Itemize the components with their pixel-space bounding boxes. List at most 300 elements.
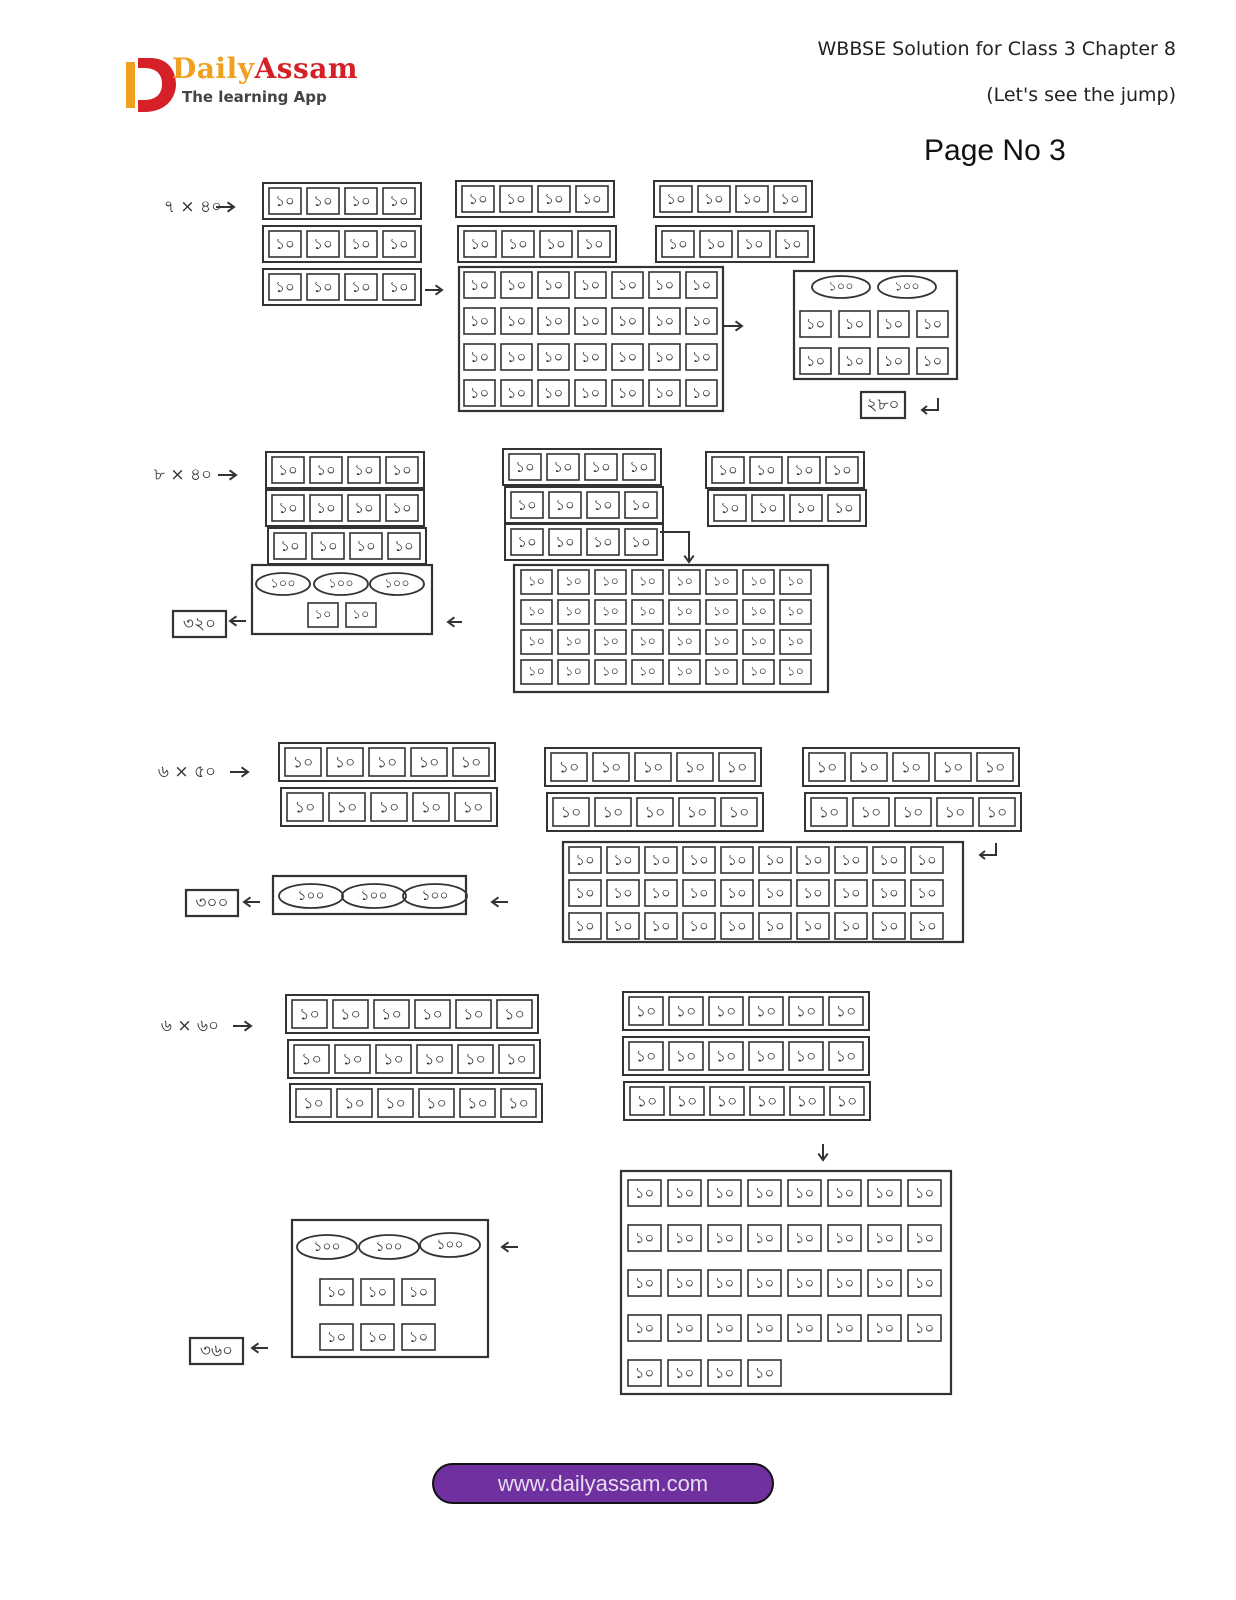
ten-cell-label: ১০ (575, 917, 595, 935)
ten-cell-label: ১০ (543, 276, 564, 294)
ten-cell-label: ১০ (506, 276, 527, 294)
ten-cell (558, 570, 589, 594)
ten-cell-label: ১০ (553, 458, 573, 476)
ten-cell-label: ১০ (546, 235, 566, 253)
ten-cell (851, 753, 887, 781)
ten-cell (790, 1087, 824, 1115)
ten-cell-label: ১০ (506, 1049, 527, 1069)
ten-cell (780, 630, 811, 654)
ten-cell-label: ১০ (676, 604, 693, 620)
ten-cell (329, 793, 365, 821)
ten-cell (868, 1180, 901, 1206)
ten-cell-label: ১০ (644, 802, 666, 822)
ten-cell (595, 798, 631, 826)
ten-cell-label: ১০ (841, 884, 861, 902)
ten-cell-label: ১০ (303, 1093, 324, 1113)
ten-cell (749, 1042, 783, 1070)
ten-cell-label: ১০ (316, 461, 336, 479)
ten-cell-label: ১০ (506, 190, 526, 208)
ten-cell (645, 880, 677, 906)
ten-cell (497, 1000, 532, 1028)
ten-cell-label: ১০ (900, 757, 922, 777)
ten-cell (686, 380, 717, 406)
answer-value: ৩২০ (182, 614, 217, 634)
ten-cell (698, 186, 730, 212)
ten-cell (345, 274, 377, 300)
ten-cell (911, 847, 943, 873)
ten-cell (540, 231, 572, 257)
ten-cell-label: ১০ (278, 499, 298, 517)
ten-cell-label: ১০ (676, 634, 693, 650)
ten-cell-label: ১০ (543, 312, 564, 330)
ten-cell-label: ১০ (378, 797, 400, 817)
ten-cell-label: ১০ (675, 1001, 697, 1021)
ten-cell-label: ১০ (917, 917, 937, 935)
ten-cell-label: ১০ (560, 802, 582, 822)
ten-cell (911, 880, 943, 906)
ten-cell (721, 913, 753, 939)
ten-cell (521, 600, 552, 624)
ten-cell-label: ১০ (796, 1091, 818, 1111)
ten-cell (575, 380, 606, 406)
hundred-oval (359, 1235, 419, 1259)
page-number: Page No 3 (924, 134, 1066, 167)
ten-cell (908, 1270, 941, 1296)
ten-cell (721, 798, 757, 826)
ten-cell-label: ১০ (805, 315, 826, 333)
ten-cell-label: ১০ (469, 276, 490, 294)
ten-cell (828, 1315, 861, 1341)
ten-cell-label: ১০ (469, 384, 490, 402)
ten-cell-label: ১০ (639, 574, 656, 590)
ten-cell-label: ১০ (803, 851, 823, 869)
ten-cell (632, 600, 663, 624)
ten-cell-label: ১০ (676, 1091, 698, 1111)
ten-cell (607, 913, 639, 939)
ten-cell (558, 630, 589, 654)
ten-cell (383, 274, 415, 300)
ten-cell (790, 495, 822, 521)
ten-cell-label: ১০ (275, 192, 295, 210)
ten-cell-label: ১০ (316, 499, 336, 517)
ten-cell (327, 748, 363, 776)
ten-cell (386, 495, 418, 521)
ten-cell-label: ১০ (280, 537, 300, 555)
ten-cell (402, 1279, 435, 1305)
ten-cell-label: ১০ (617, 312, 638, 330)
ten-cell-label: ১০ (684, 757, 706, 777)
ten-cell (625, 492, 657, 518)
ten-cell-label: ১০ (765, 851, 785, 869)
ten-cell (645, 913, 677, 939)
ten-cell-label: ১০ (385, 1093, 406, 1113)
ten-cell-label: ১০ (914, 1274, 935, 1292)
ten-cell (635, 753, 671, 781)
ten-cell (979, 798, 1015, 826)
problem-expression: ৮ × ৪০ (153, 465, 213, 485)
ten-cell (499, 1045, 534, 1073)
website-link[interactable]: www.dailyassam.com (432, 1463, 774, 1504)
ten-cell-label: ১০ (834, 1274, 855, 1292)
ten-cell (780, 570, 811, 594)
ten-cell (645, 847, 677, 873)
ten-cell-label: ১০ (750, 604, 767, 620)
ten-cell (706, 660, 737, 684)
ten-cell-label: ১০ (506, 384, 527, 402)
ten-cell-label: ১০ (344, 1093, 365, 1113)
ten-cell-label: ১০ (714, 1274, 735, 1292)
problem-expression: ৭ × ৪০ (163, 197, 223, 217)
ten-cell (835, 847, 867, 873)
group-box (514, 565, 828, 692)
ten-cell-label: ১০ (715, 1046, 737, 1066)
ten-cell (348, 457, 380, 483)
ten-cell (607, 847, 639, 873)
ten-cell (743, 630, 774, 654)
ten-cell-label: ১০ (504, 1004, 525, 1024)
ten-cell (628, 1225, 661, 1251)
ten-cell (629, 997, 663, 1025)
ten-cell (835, 880, 867, 906)
ten-cell (569, 913, 601, 939)
document-title: WBBSE Solution for Class 3 Chapter 8 (817, 38, 1176, 60)
ten-cell (308, 603, 338, 627)
ten-cell-label: ১০ (326, 1328, 347, 1346)
ten-cell (750, 457, 782, 483)
ten-cell (743, 660, 774, 684)
ten-cell (660, 186, 692, 212)
ten-cell (558, 600, 589, 624)
ten-cell (893, 753, 929, 781)
ten-cell-label: ১০ (634, 1319, 655, 1337)
ten-cell-label: ১০ (794, 1319, 815, 1337)
ten-cell-label: ১০ (602, 634, 619, 650)
ten-cell-label: ১০ (794, 461, 814, 479)
ten-cell-label: ১০ (874, 1229, 895, 1247)
ten-cell-label: ১০ (342, 1049, 363, 1069)
ten-cell (668, 1225, 701, 1251)
ten-cell-label: ১০ (714, 1184, 735, 1202)
ten-cell-label: ১০ (318, 537, 338, 555)
ten-cell-label: ১০ (986, 802, 1008, 822)
ten-cell (789, 997, 823, 1025)
ten-cell (521, 570, 552, 594)
ten-cell (829, 997, 863, 1025)
ten-cell-label: ১০ (558, 757, 580, 777)
ten-cell (669, 630, 700, 654)
ten-cell (388, 533, 420, 559)
ten-cell-label: ১০ (465, 1049, 486, 1069)
ten-cell (748, 1315, 781, 1341)
ten-cell-label: ১০ (301, 1049, 322, 1069)
ten-cell-label: ১০ (463, 1004, 484, 1024)
ten-cell-label: ১০ (755, 1001, 777, 1021)
ten-cell-label: ১০ (367, 1328, 388, 1346)
ten-cell (595, 630, 626, 654)
ten-cell-label: ১০ (580, 348, 601, 366)
ten-cell-label: ১০ (834, 1184, 855, 1202)
ten-cell (272, 457, 304, 483)
ten-cell-label: ১০ (668, 235, 688, 253)
ten-cell-label: ১০ (691, 384, 712, 402)
ten-cell (547, 454, 579, 480)
ten-cell-label: ১০ (543, 348, 564, 366)
answer-value: ৩০০ (195, 893, 229, 913)
logo-d-mark (126, 56, 178, 112)
ten-cell-label: ১০ (351, 192, 371, 210)
ten-cell (721, 847, 753, 873)
ten-cell (386, 457, 418, 483)
ten-cell-label: ১০ (704, 190, 724, 208)
ten-cell (361, 1279, 394, 1305)
scanned-worksheet (146, 170, 1026, 1410)
ten-cell-label: ১০ (922, 315, 943, 333)
ten-cell-label: ১০ (674, 1274, 695, 1292)
ten-cell (868, 1315, 901, 1341)
ten-cell-label: ১০ (744, 235, 764, 253)
ten-cell (712, 457, 744, 483)
ten-cell-label: ১০ (874, 1274, 895, 1292)
ten-cell (776, 231, 808, 257)
ten-cell (788, 1315, 821, 1341)
ten-cell (307, 231, 339, 257)
ten-cell-label: ১০ (836, 1091, 858, 1111)
ten-cell-label: ১০ (313, 192, 333, 210)
hundred-oval-label: ১০০ (828, 279, 854, 295)
ten-cell (708, 1360, 741, 1386)
ten-cell (669, 660, 700, 684)
ten-cell (612, 308, 643, 334)
ten-cell (873, 913, 905, 939)
ten-cell (500, 186, 532, 212)
ten-cell-label: ১০ (858, 757, 880, 777)
ten-cell-label: ১০ (565, 574, 582, 590)
ten-cell (714, 495, 746, 521)
ten-cell-label: ১০ (914, 1184, 935, 1202)
ten-cell (460, 1089, 495, 1117)
ten-cell (296, 1089, 331, 1117)
ten-cell (839, 348, 870, 374)
ten-cell (558, 660, 589, 684)
ten-cell (708, 1180, 741, 1206)
ten-cell (501, 272, 532, 298)
ten-cell-label: ১০ (408, 1283, 429, 1301)
ten-cell (668, 1180, 701, 1206)
hundred-oval (370, 573, 424, 595)
ten-cell-label: ১০ (351, 278, 371, 296)
ten-cell-label: ১০ (860, 802, 882, 822)
ten-cell (873, 847, 905, 873)
ten-cell-label: ১০ (818, 802, 840, 822)
ten-cell-label: ১০ (879, 884, 899, 902)
ten-cell (917, 348, 948, 374)
ten-cell-label: ১০ (654, 384, 675, 402)
ten-cell (455, 793, 491, 821)
ten-cell (632, 570, 663, 594)
ten-cell-label: ১০ (654, 276, 675, 294)
ten-cell-label: ১০ (713, 574, 730, 590)
ten-cell-label: ১০ (874, 1319, 895, 1337)
ten-cell (462, 186, 494, 212)
ten-cell-label: ১০ (602, 664, 619, 680)
ten-cell-label: ১০ (528, 664, 545, 680)
ten-cell (683, 880, 715, 906)
ten-cell (335, 1045, 370, 1073)
ten-cell (502, 231, 534, 257)
ten-cell (797, 913, 829, 939)
ten-cell-label: ১০ (816, 757, 838, 777)
ten-cell-label: ১০ (352, 607, 370, 623)
ten-cell (632, 630, 663, 654)
hundred-oval-label: ১০০ (297, 888, 325, 904)
ten-cell-label: ১০ (275, 278, 295, 296)
ten-cell-label: ১০ (631, 533, 651, 551)
ten-cell-label: ১০ (756, 1091, 778, 1111)
ten-cell (750, 1087, 784, 1115)
ten-cell (743, 570, 774, 594)
ten-cell (669, 997, 703, 1025)
ten-cell (632, 660, 663, 684)
ten-cell-label: ১০ (714, 1229, 735, 1247)
ten-cell (668, 1315, 701, 1341)
ten-cell (630, 1087, 664, 1115)
ten-cell (752, 495, 784, 521)
ten-cell (743, 600, 774, 624)
ten-cell-label: ১০ (334, 752, 356, 772)
ten-cell-label: ১০ (506, 348, 527, 366)
ten-cell-label: ১০ (602, 574, 619, 590)
hundred-oval (878, 276, 936, 298)
ten-cell (759, 880, 791, 906)
ten-cell (345, 231, 377, 257)
ten-cell-label: ১০ (754, 1274, 775, 1292)
ten-cell (911, 913, 943, 939)
ten-cell-label: ১০ (834, 1229, 855, 1247)
ten-cell (595, 660, 626, 684)
ten-cell-label: ১০ (389, 278, 409, 296)
ten-cell-label: ১০ (580, 312, 601, 330)
ten-cell (553, 798, 589, 826)
ten-cell-label: ১০ (917, 851, 937, 869)
ten-cell-label: ১০ (639, 634, 656, 650)
ten-cell (575, 272, 606, 298)
ten-cell-label: ১০ (642, 757, 664, 777)
ten-cell-label: ১০ (467, 1093, 488, 1113)
hundred-oval-label: ১০০ (313, 1239, 341, 1255)
hundred-oval-label: ১০০ (384, 576, 410, 592)
ten-cell-label: ১০ (675, 1046, 697, 1066)
ten-cell-label: ১০ (674, 1184, 695, 1202)
ten-cell (830, 1087, 864, 1115)
ten-cell (376, 1045, 411, 1073)
ten-cell-label: ১০ (515, 458, 535, 476)
ten-cell-label: ১০ (460, 752, 482, 772)
ten-cell-label: ১০ (356, 537, 376, 555)
ten-cell (383, 231, 415, 257)
ten-cell-label: ১০ (942, 757, 964, 777)
ten-cell-label: ১০ (565, 604, 582, 620)
ten-cell-label: ১০ (691, 312, 712, 330)
ten-cell-label: ১০ (715, 1001, 737, 1021)
ten-cell-label: ১০ (275, 235, 295, 253)
ten-cell-label: ১০ (765, 917, 785, 935)
ten-cell (628, 1315, 661, 1341)
ten-cell (464, 380, 495, 406)
group-box (252, 565, 432, 634)
ten-cell-label: ১০ (750, 574, 767, 590)
ten-cell (549, 529, 581, 555)
ten-cell (587, 492, 619, 518)
ten-cell (576, 186, 608, 212)
ten-cell-label: ১০ (727, 884, 747, 902)
answer-value: ৩৬০ (199, 1341, 234, 1361)
hundred-oval-label: ১০০ (436, 1237, 464, 1253)
hundred-oval (342, 884, 406, 908)
ten-cell (629, 1042, 663, 1070)
ten-cell (908, 1315, 941, 1341)
ten-cell-label: ১০ (755, 1046, 777, 1066)
ten-cell (679, 798, 715, 826)
ten-cell (464, 272, 495, 298)
ten-cell (788, 1180, 821, 1206)
ten-cell-label: ১০ (756, 461, 776, 479)
ten-cell-label: ১০ (506, 312, 527, 330)
ten-cell (811, 798, 847, 826)
ten-cell (285, 748, 321, 776)
ten-cell-label: ১০ (720, 499, 740, 517)
ten-cell-label: ১০ (674, 1364, 695, 1382)
ten-cell-label: ১০ (555, 496, 575, 514)
ten-cell-label: ১০ (834, 1319, 855, 1337)
ten-cell (878, 311, 909, 337)
hundred-oval (403, 884, 467, 908)
ten-cell-label: ১০ (326, 1283, 347, 1301)
hundred-oval-label: ১০০ (270, 576, 296, 592)
ten-cell (668, 1270, 701, 1296)
ten-cell-label: ১০ (617, 384, 638, 402)
ten-cell-label: ১০ (750, 634, 767, 650)
ten-cell-label: ১০ (517, 496, 537, 514)
ten-cell (868, 1225, 901, 1251)
ten-cell (456, 1000, 491, 1028)
ten-cell (464, 231, 496, 257)
ten-cell (501, 344, 532, 370)
ten-cell-label: ১০ (294, 797, 316, 817)
ten-cell-label: ১০ (754, 1319, 775, 1337)
ten-cell-label: ১০ (984, 757, 1006, 777)
ten-cell-label: ১০ (922, 352, 943, 370)
ten-cell (551, 753, 587, 781)
ten-cell (895, 798, 931, 826)
ten-cell-label: ১০ (340, 1004, 361, 1024)
ten-cell (607, 880, 639, 906)
ten-cell (269, 188, 301, 214)
ten-cell (501, 308, 532, 334)
ten-cell (415, 1000, 450, 1028)
ten-cell-label: ১০ (313, 278, 333, 296)
ten-cell-label: ১০ (674, 1229, 695, 1247)
ten-cell (269, 231, 301, 257)
ten-cell-label: ১০ (575, 851, 595, 869)
ten-cell-label: ১০ (787, 604, 804, 620)
ten-cell-label: ১০ (835, 1046, 857, 1066)
ten-cell-label: ১০ (613, 851, 633, 869)
ten-cell-label: ১০ (367, 1283, 388, 1301)
ten-cell-label: ১০ (528, 574, 545, 590)
ten-cell (464, 308, 495, 334)
hundred-oval-label: ১০০ (894, 279, 920, 295)
ten-cell (835, 913, 867, 939)
